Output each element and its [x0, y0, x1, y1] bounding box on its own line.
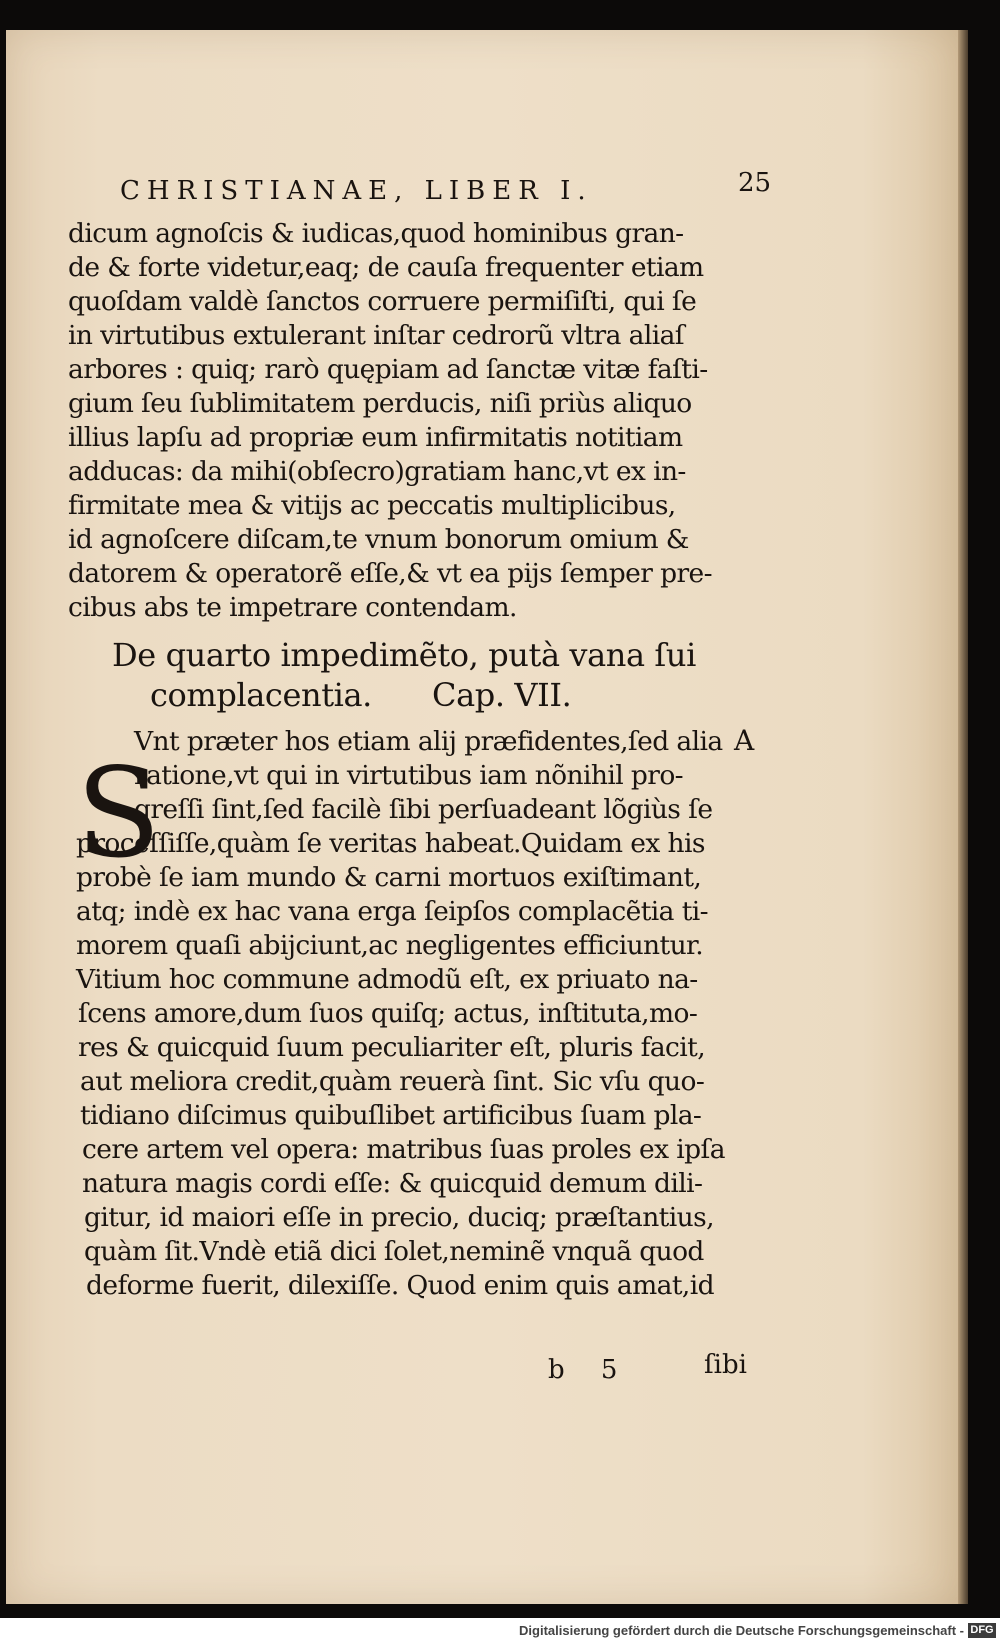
text-line: deforme fuerit, dilexiſſe. Quod enim quis amat,id [86, 1270, 714, 1301]
text-line: gium ſeu ſublimitatem perducis, niſi priùs aliquo [68, 388, 692, 419]
text-line: Vitium hoc commune admodũ eſt, ex priuato na- [76, 964, 698, 995]
text-line: aut meliora credit,quàm reuerà ſint. Sic vſu quo- [80, 1066, 705, 1097]
text-line: adducas: da mihi(obſecro)gratiam hanc,vt ex in- [68, 456, 686, 487]
chapter-number: Cap. VII. [432, 676, 572, 714]
text-line: morem quaſi abijciunt,ac negligentes efficiuntur. [76, 930, 704, 961]
text-line: ſcens amore,dum ſuos quiſq; actus, inſtituta,mo- [78, 998, 698, 1029]
footer-bar [0, 1618, 1000, 1644]
text-line: gitur, id maiori eſſe in precio, duciq; præſtantius, [84, 1202, 714, 1233]
funding-credit: Digitalisierung gefördert durch die Deutsche Forschungsgemeinschaft - [519, 1623, 964, 1638]
text-line: greſſi ſint,ſed facilè ſibi perſuadeant lõgiùs ſe [134, 794, 713, 825]
dfg-logo: DFG [968, 1623, 996, 1638]
text-line: probè ſe iam mundo & carni mortuos exiſtimant, [76, 862, 702, 893]
text-line: ratione,vt qui in virtutibus iam nõnihil pro- [134, 760, 684, 791]
text-line: id agnoſcere diſcam,te vnum bonorum omium & [68, 524, 689, 555]
text-line: firmitate mea & vitijs ac peccatis multiplicibus, [68, 490, 676, 521]
drop-cap: S [76, 742, 161, 886]
chapter-heading-subtitle: complacentia. [150, 676, 372, 714]
text-line: cibus abs te impetrare contendam. [68, 592, 517, 623]
text-line: Vnt præter hos etiam alij præfidentes,ſed alia [134, 726, 723, 757]
page-edge [958, 30, 968, 1604]
text-line: natura magis cordi eſſe: & quicquid demum dili- [82, 1168, 703, 1199]
text-line: atq; indè ex hac vana erga ſeipſos complacẽtia ti- [76, 896, 708, 927]
text-line: tidiano diſcimus quibuſlibet artificibus ſuam pla- [80, 1100, 702, 1131]
margin-note: A [734, 724, 755, 757]
text-line: dicum agnoſcis & iudicas,quod hominibus gran- [68, 218, 684, 249]
text-line: cere artem vel opera: matribus ſuas proles ex ipſa [82, 1134, 725, 1165]
chapter-heading: De quarto impedimẽto, putà vana ſui [112, 636, 696, 674]
signature-mark: b 5 [548, 1355, 632, 1385]
text-line: res & quicquid ſuum peculiariter eſt, pluris facit, [78, 1032, 706, 1063]
text-line: arbores : quiq; rarò quępiam ad ſanctæ vitæ faſti- [68, 354, 708, 385]
page-number: 25 [738, 168, 772, 198]
running-head [58, 168, 772, 208]
running-head-title: CHRISTIANAE, LIBER I. [120, 176, 593, 206]
text-line: in virtutibus extulerant inſtar cedrorũ vltra aliaſ [68, 320, 684, 351]
book-page [6, 30, 958, 1604]
text-line: illius lapſu ad propriæ eum infirmitatis notitiam [68, 422, 683, 453]
text-line: quàm ſit.Vndè etiã dici ſolet,neminẽ vnquã quod [84, 1236, 704, 1267]
text-line: de & forte videtur,eaq; de cauſa frequenter etiam [68, 252, 704, 283]
text-line: quoſdam valdè ſanctos corruere permiſiſti, qui ſe [68, 286, 697, 317]
text-line: proceſſiſſe,quàm ſe veritas habeat.Quidam ex his [76, 828, 705, 859]
text-line: datorem & operatorẽ eſſe,& vt ea pijs ſemper pre- [68, 558, 712, 589]
catchword: ſibi [704, 1350, 747, 1380]
